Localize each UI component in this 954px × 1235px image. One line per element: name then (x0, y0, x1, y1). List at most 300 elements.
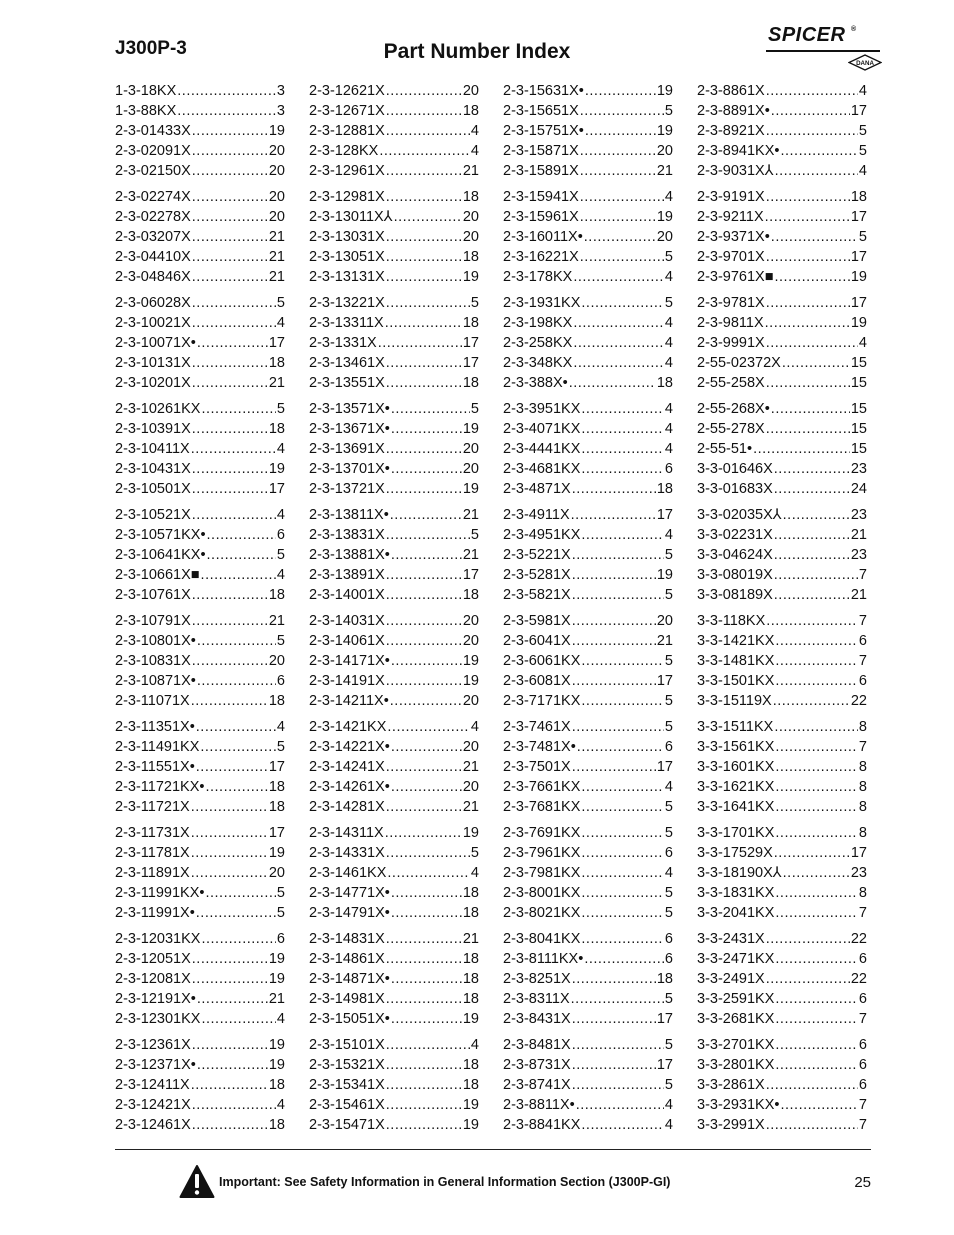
page-ref: 21 (268, 375, 285, 391)
part-number: 2-3-15651X (503, 103, 579, 119)
part-number: 3-3-2491X (697, 971, 765, 987)
dot-leader (207, 525, 276, 545)
page-ref: 5 (276, 739, 285, 755)
part-number: 2-3-15341X (309, 1077, 385, 1093)
page-ref: 5 (470, 527, 479, 543)
page-ref: 23 (850, 547, 867, 563)
part-number: 2-3-1421KX (309, 719, 387, 735)
part-number: 2-3-14871X• (309, 971, 390, 987)
index-entry (697, 949, 867, 969)
index-entry (115, 525, 285, 545)
page-ref: 4 (470, 123, 479, 139)
index-group (503, 1035, 673, 1135)
part-number: 2-3-8001KX (503, 885, 581, 901)
index-entry (309, 479, 479, 499)
page-ref: 4 (276, 507, 285, 523)
part-number: 2-3-14211X• (309, 693, 389, 709)
dot-leader (177, 101, 276, 121)
index-entry (115, 565, 285, 585)
page-ref: 20 (462, 739, 479, 755)
part-number: 2-3-9811X (697, 315, 764, 331)
page-ref: 4 (664, 421, 673, 437)
dot-leader (581, 691, 664, 711)
dot-leader (391, 399, 470, 419)
page-ref: 19 (462, 481, 479, 497)
index-entry (309, 691, 479, 711)
dot-leader (572, 969, 656, 989)
page-ref: 4 (664, 779, 673, 795)
part-number: 2-3-12961X (309, 163, 385, 179)
index-entry (503, 929, 673, 949)
index-entry (309, 1115, 479, 1135)
index-entry (309, 247, 479, 267)
dot-leader (766, 969, 850, 989)
dot-leader (581, 459, 664, 479)
index-entry (309, 969, 479, 989)
part-number: 2-3-14241X (309, 759, 385, 775)
index-entry (309, 505, 479, 525)
index-group (697, 505, 867, 605)
dot-leader (775, 737, 858, 757)
dot-leader (191, 797, 268, 817)
page-ref: 4 (470, 719, 479, 735)
dot-leader (391, 545, 462, 565)
index-group (697, 823, 867, 923)
part-number: 2-3-11891X (115, 865, 190, 881)
dot-leader (572, 717, 664, 737)
part-number: 2-3-14031X (309, 613, 385, 629)
part-number: 2-3-9191X (697, 189, 765, 205)
page-ref: 19 (462, 269, 479, 285)
part-number: 2-3-10661X■ (115, 567, 200, 583)
page-ref: 18 (462, 103, 479, 119)
page-ref: 5 (664, 825, 673, 841)
dot-leader (572, 631, 656, 651)
part-number: 3-3-2681KX (697, 1011, 775, 1027)
index-entry (697, 399, 867, 419)
page-ref: 20 (656, 613, 673, 629)
index-entry (503, 187, 673, 207)
part-number: 2-3-12051X (115, 951, 191, 967)
index-entry (309, 671, 479, 691)
dot-leader (391, 777, 462, 797)
index-entry (115, 353, 285, 373)
dot-leader (572, 1055, 656, 1075)
dot-leader (386, 1115, 462, 1135)
index-group (115, 81, 285, 181)
page-ref: 21 (462, 507, 479, 523)
part-number: 2-3-12461X (115, 1117, 191, 1133)
dot-leader (191, 843, 268, 863)
index-entry (115, 373, 285, 393)
index-entry (503, 1095, 673, 1115)
index-entry (503, 505, 673, 525)
part-number: 2-3-12191X• (115, 991, 196, 1007)
dot-leader (775, 671, 858, 691)
part-number: 2-3-9761X■ (697, 269, 774, 285)
part-number: 2-3-15891X (503, 163, 579, 179)
dot-leader (386, 161, 462, 181)
part-number: 2-3-14981X (309, 991, 385, 1007)
page-ref: 23 (850, 865, 867, 881)
part-number: 3-3-15119X (697, 693, 772, 709)
index-entry (697, 505, 867, 525)
dot-leader (580, 247, 664, 267)
page-ref: 15 (850, 421, 867, 437)
index-group (309, 717, 479, 817)
index-group (697, 293, 867, 393)
part-number: 2-3-258KX (503, 335, 573, 351)
index-entry (309, 797, 479, 817)
dot-leader (572, 1009, 656, 1029)
page-ref: 18 (268, 587, 285, 603)
dot-leader (771, 227, 858, 247)
part-number: 3-3-2471KX (697, 951, 775, 967)
index-entry (115, 247, 285, 267)
part-number: 2-3-8811X• (503, 1097, 575, 1113)
part-number: 2-3-12981X (309, 189, 385, 205)
index-column (503, 81, 673, 1141)
index-entry (309, 863, 479, 883)
part-number: 2-3-8041KX (503, 931, 581, 947)
page-ref: 5 (276, 547, 285, 563)
index-entry (503, 863, 673, 883)
page-ref: 4 (276, 1097, 285, 1113)
page-ref: 4 (470, 865, 479, 881)
index-entry (697, 903, 867, 923)
page-ref: 19 (268, 123, 285, 139)
part-number: 2-3-14281X (309, 799, 385, 815)
page-title: Part Number Index (383, 40, 571, 63)
index-entry (309, 101, 479, 121)
page-ref: 18 (268, 799, 285, 815)
page-ref: 20 (462, 779, 479, 795)
dot-leader (580, 161, 656, 181)
part-number: 2-3-13891X (309, 567, 385, 583)
dot-leader (766, 373, 850, 393)
part-number: 2-3-5981X (503, 613, 571, 629)
index-entry (115, 227, 285, 247)
index-group (115, 505, 285, 605)
page-ref: 19 (656, 567, 673, 583)
index-entry (309, 141, 479, 161)
page-ref: 18 (656, 481, 673, 497)
dot-leader (386, 949, 462, 969)
part-number: 2-3-7501X (503, 759, 571, 775)
page-ref: 7 (858, 1097, 867, 1113)
page-ref: 18 (462, 375, 479, 391)
part-number: 2-3-10071X• (115, 335, 196, 351)
part-number: 2-3-10261KX (115, 401, 201, 417)
part-number: 2-3-15461X (309, 1097, 385, 1113)
part-number: 2-3-10801X• (115, 633, 196, 649)
dot-leader (584, 949, 664, 969)
index-entry (115, 823, 285, 843)
page-ref: 4 (664, 1117, 673, 1133)
index-entry (503, 737, 673, 757)
index-group (309, 505, 479, 605)
index-entry (697, 267, 867, 287)
page-ref: 20 (656, 143, 673, 159)
index-entry (697, 691, 867, 711)
part-number: 2-3-02150X (115, 163, 191, 179)
page-ref: 5 (858, 229, 867, 245)
dot-leader (192, 293, 276, 313)
index-entry (697, 1035, 867, 1055)
page-ref: 19 (850, 315, 867, 331)
part-number: 2-3-13721X (309, 481, 385, 497)
index-entry (309, 313, 479, 333)
page-ref: 18 (656, 971, 673, 987)
page-ref: 5 (858, 123, 867, 139)
part-number: 2-3-8891X• (697, 103, 770, 119)
index-entry (115, 313, 285, 333)
part-number: 2-55-268X• (697, 401, 770, 417)
dot-leader (572, 545, 664, 565)
dot-leader (191, 691, 268, 711)
dot-leader (192, 1035, 268, 1055)
dot-leader (572, 585, 664, 605)
index-entry (697, 353, 867, 373)
dot-leader (766, 419, 850, 439)
dot-leader (197, 631, 276, 651)
index-entry (309, 883, 479, 903)
dot-leader (771, 101, 850, 121)
part-number: 2-3-10201X (115, 375, 191, 391)
index-entry (115, 797, 285, 817)
part-number: 2-3-8841KX (503, 1117, 581, 1133)
index-entry (503, 81, 673, 101)
page-ref: 7 (858, 567, 867, 583)
index-group (697, 929, 867, 1029)
part-number: 2-3-10411X (115, 441, 190, 457)
part-number: 2-3-12671X (309, 103, 385, 119)
part-number: 3-3-08019X (697, 567, 773, 583)
part-number: 2-3-13671X• (309, 421, 390, 437)
page-ref: 17 (462, 335, 479, 351)
page-ref: 5 (664, 295, 673, 311)
dot-leader (385, 313, 462, 333)
dot-leader (387, 863, 470, 883)
page-ref: 4 (664, 269, 673, 285)
page-ref: 21 (850, 527, 867, 543)
index-entry (503, 651, 673, 671)
dot-leader (775, 797, 858, 817)
page-ref: 5 (664, 991, 673, 1007)
dot-leader (192, 949, 268, 969)
part-number: 2-3-10791X (115, 613, 191, 629)
index-entry (697, 565, 867, 585)
part-number: 2-3-15961X (503, 209, 579, 225)
part-number: 2-3-04846X (115, 269, 191, 285)
part-number: 2-3-14311X (309, 825, 384, 841)
dana-badge-icon (848, 54, 882, 71)
dot-leader (572, 757, 656, 777)
dot-leader (581, 419, 664, 439)
dot-leader (387, 717, 470, 737)
page-ref: 17 (656, 1057, 673, 1073)
dot-leader (783, 505, 850, 525)
dot-leader (386, 1055, 462, 1075)
dot-leader (177, 81, 276, 101)
index-entry (503, 313, 673, 333)
index-entry (503, 989, 673, 1009)
index-entry (697, 101, 867, 121)
page-ref: 21 (462, 799, 479, 815)
dot-leader (391, 969, 462, 989)
part-number: 2-3-11991X• (115, 905, 195, 921)
page-ref: 20 (268, 653, 285, 669)
index-entry (697, 611, 867, 631)
part-number: 2-3-388X• (503, 375, 568, 391)
index-group (503, 399, 673, 499)
index-entry (503, 903, 673, 923)
index-entry (697, 525, 867, 545)
part-number: 2-3-8861X (697, 83, 765, 99)
dot-leader (192, 505, 276, 525)
page-ref: 21 (462, 547, 479, 563)
index-entry (115, 505, 285, 525)
index-group (309, 81, 479, 181)
dot-leader (775, 883, 858, 903)
dot-leader (577, 737, 664, 757)
index-entry (115, 545, 285, 565)
page-ref: 4 (664, 1097, 673, 1113)
part-number: 2-3-10521X (115, 507, 191, 523)
dot-leader (775, 161, 858, 181)
part-number: 2-3-12881X (309, 123, 385, 139)
part-number: 2-3-7981KX (503, 865, 581, 881)
index-entry (697, 671, 867, 691)
page-ref: 19 (462, 1097, 479, 1113)
index-entry (697, 843, 867, 863)
index-entry (309, 373, 479, 393)
page-ref: 4 (664, 335, 673, 351)
dot-leader (192, 969, 268, 989)
index-entry (697, 1115, 867, 1135)
dot-leader (386, 227, 462, 247)
dot-leader (196, 717, 276, 737)
index-entry (503, 459, 673, 479)
page-ref: 18 (268, 355, 285, 371)
part-number: 2-3-13221X (309, 295, 385, 311)
dot-leader (584, 227, 656, 247)
page-ref: 18 (268, 421, 285, 437)
part-number: 2-3-14001X (309, 587, 385, 603)
page-ref: 8 (858, 759, 867, 775)
index-entry (503, 611, 673, 631)
index-entry (115, 333, 285, 353)
index-entry (309, 585, 479, 605)
part-number: 2-55-51• (697, 441, 753, 457)
part-number: 2-3-11491KX (115, 739, 200, 755)
index-group (115, 187, 285, 287)
dot-leader (386, 247, 462, 267)
page-ref: 3 (276, 83, 285, 99)
dot-leader (386, 611, 462, 631)
page-ref: 8 (858, 825, 867, 841)
part-number: 3-3-2991X (697, 1117, 765, 1133)
part-number: 2-3-11991KX• (115, 885, 205, 901)
page-ref: 21 (462, 759, 479, 775)
dot-leader (386, 101, 462, 121)
dot-leader (386, 1095, 462, 1115)
dot-leader (775, 757, 858, 777)
part-number: 2-3-11551X• (115, 759, 195, 775)
index-entry (309, 439, 479, 459)
page-ref: 18 (268, 693, 285, 709)
part-number: 2-3-9031X⅄ (697, 163, 774, 179)
index-entry (309, 267, 479, 287)
part-number: 2-3-14061X (309, 633, 385, 649)
dot-leader (766, 1075, 858, 1095)
index-entry (115, 969, 285, 989)
index-group (309, 929, 479, 1029)
index-group (309, 187, 479, 287)
dot-leader (780, 141, 857, 161)
index-entry (503, 671, 673, 691)
page-ref: 21 (656, 163, 673, 179)
index-entry (503, 1075, 673, 1095)
dot-leader (581, 439, 664, 459)
index-column (309, 81, 479, 1141)
part-number: 2-3-7661KX (503, 779, 581, 795)
index-entry (503, 373, 673, 393)
part-number: 2-3-7461X (503, 719, 571, 735)
part-number: 2-3-4071KX (503, 421, 581, 437)
dot-leader (775, 989, 858, 1009)
page-ref: 15 (850, 441, 867, 457)
dot-leader (391, 737, 462, 757)
dot-leader (386, 81, 462, 101)
dot-leader (774, 545, 850, 565)
page-ref: 17 (656, 759, 673, 775)
dot-leader (386, 187, 462, 207)
part-number: 2-3-02091X (115, 143, 191, 159)
page-ref: 21 (850, 587, 867, 603)
page-ref: 6 (276, 931, 285, 947)
page-ref: 6 (858, 633, 867, 649)
page-ref: 17 (462, 567, 479, 583)
dot-leader (378, 333, 462, 353)
index-group (503, 187, 673, 287)
dot-leader (573, 267, 664, 287)
part-number: 2-3-10641KX• (115, 547, 206, 563)
index-entry (503, 843, 673, 863)
index-entry (503, 717, 673, 737)
index-entry (115, 459, 285, 479)
page-ref: 19 (268, 1057, 285, 1073)
part-number: 2-3-8481X (503, 1037, 571, 1053)
page-ref: 20 (268, 189, 285, 205)
dot-leader (775, 1009, 858, 1029)
index-entry (115, 777, 285, 797)
part-number: 2-3-10761X (115, 587, 191, 603)
part-number: 2-3-14861X (309, 951, 385, 967)
page-ref: 18 (462, 1057, 479, 1073)
part-number: 2-3-348KX (503, 355, 573, 371)
part-number: 2-3-178KX (503, 269, 573, 285)
index-entry (697, 1055, 867, 1075)
part-number: 2-3-4681KX (503, 461, 581, 477)
part-number-index (115, 81, 875, 1141)
index-entry (115, 207, 285, 227)
dot-leader (192, 419, 268, 439)
part-number: 2-3-11781X (115, 845, 190, 861)
index-entry (697, 969, 867, 989)
index-entry (503, 545, 673, 565)
index-entry (697, 333, 867, 353)
